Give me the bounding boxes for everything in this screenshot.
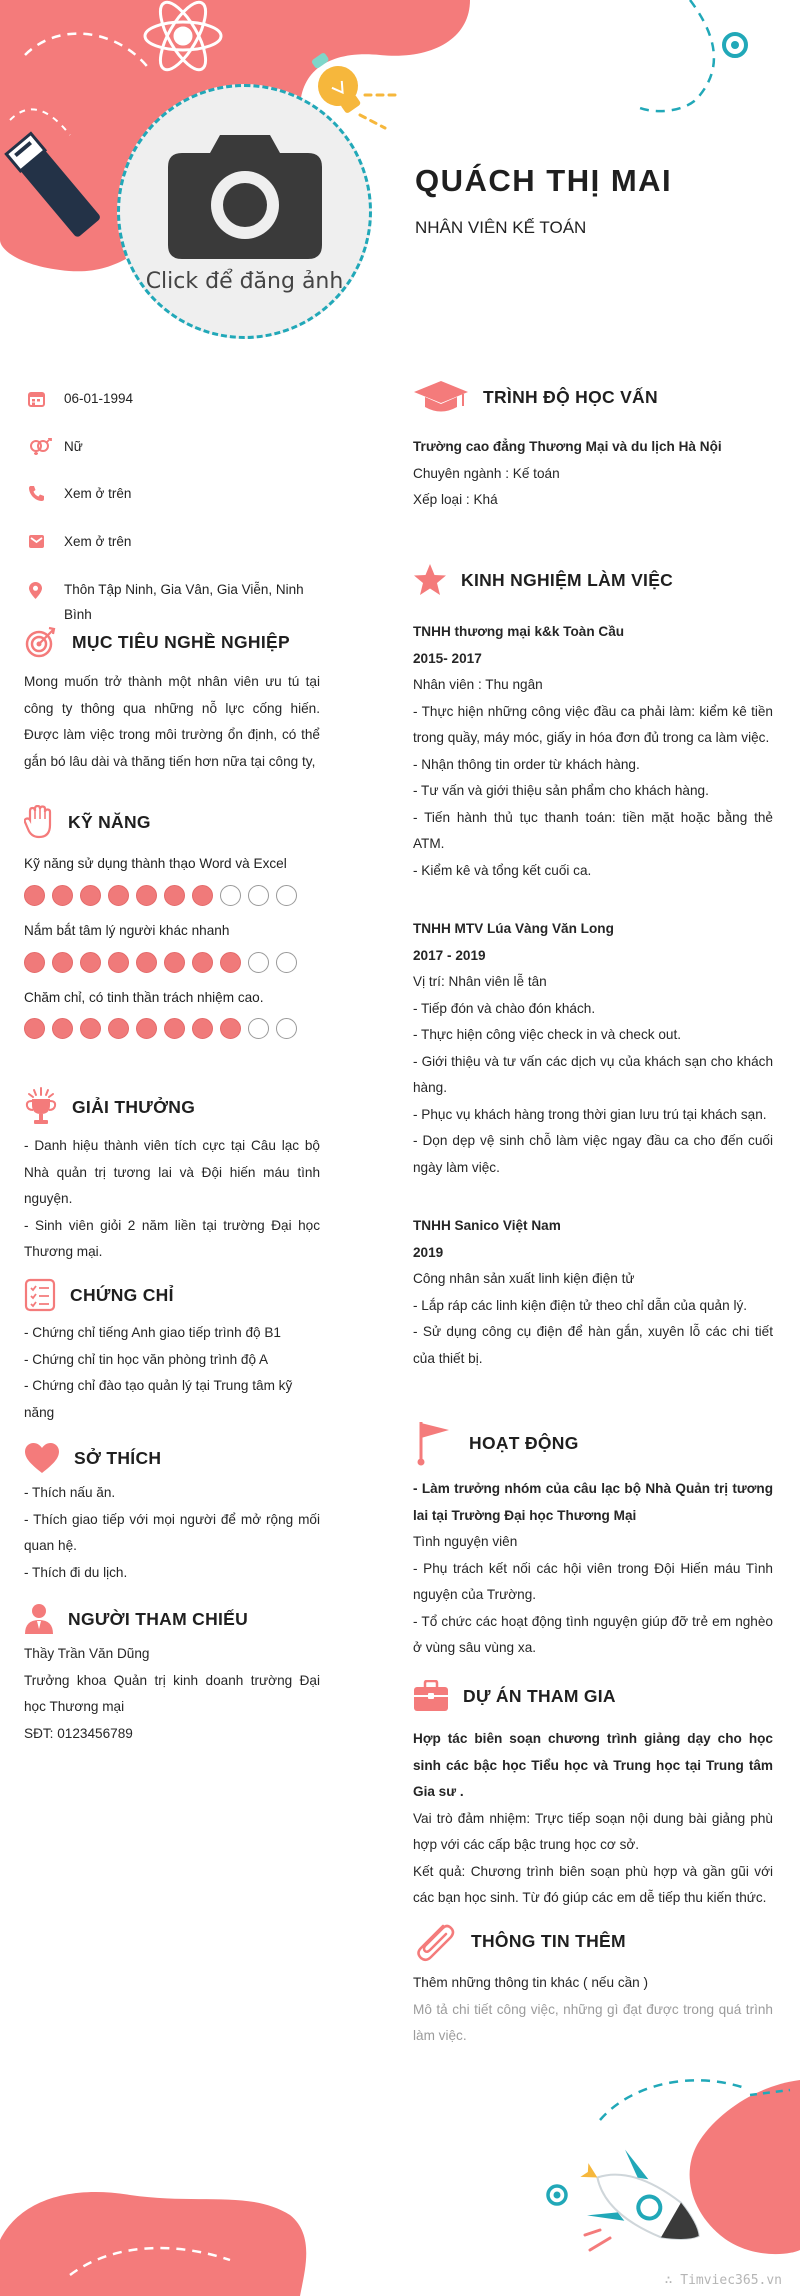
awards-section [24, 1087, 320, 1266]
rating-dot-empty [276, 952, 297, 973]
job-company: TNHH thương mại k&k Toàn Cầu [413, 624, 625, 639]
award-line: - Sinh viên giỏi 2 năm liền tại trường Đại học Thương mại. [24, 1217, 320, 1259]
jobs-list [413, 619, 773, 1372]
education-school: Trường cao đẳng Thương Mại và du lịch Hà Nội [413, 439, 722, 454]
job-line: - Tư vấn và giới thiệu sản phẩm cho khách hàng. [413, 783, 709, 798]
person-icon [24, 1603, 54, 1635]
hobbies-section [24, 1442, 320, 1586]
job-line: - Dọn dẹp vệ sinh chỗ làm việc ngay đầu ca cho đến cuối ngày làm việc. [413, 1133, 773, 1175]
rocket-icon [565, 2137, 717, 2269]
graduation-cap-icon [413, 380, 469, 414]
photo-caption: Click để đăng ảnh [145, 269, 344, 294]
activities-headline: - Làm trưởng nhóm của câu lạc bộ Nhà Quản trị tương lai tại Trường Đại học Thương Mại [413, 1481, 773, 1523]
activity-line: Tình nguyện viên [413, 1534, 518, 1549]
job-period: 2015- 2017 [413, 650, 482, 666]
rating-dot-filled [164, 952, 185, 973]
hobby-line: - Thích nấu ăn. [24, 1485, 116, 1500]
rating-dot-empty [248, 952, 269, 973]
contact-email [28, 529, 328, 559]
watermark-text: Timviec365.vn [680, 2273, 782, 2288]
objective-text: Mong muốn trở thành một nhân viên ưu tú tại công ty thông qua những nỗ lực cống hiến. Được làm việc trong môi trường ổn định, có thể gắn bó lâu dài và thăng tiến hơn nữa tại công ty, [24, 674, 320, 769]
experience-section [413, 563, 773, 1404]
flag-icon [413, 1420, 455, 1466]
job-line: - Phục vụ khách hàng trong thời gian lưu trú tại khách sạn. [413, 1106, 767, 1122]
job-line: Nhân viên : Thu ngân [413, 677, 543, 692]
phone-icon [28, 485, 45, 502]
rating-dot-filled [136, 952, 157, 973]
skills-list [24, 851, 320, 1039]
award-line: - Danh hiệu thành viên tích cực tại Câu lạc bộ Nhà quản trị tương lai và Đội hiến máu tình nguyện. [24, 1138, 320, 1206]
gender-icon [28, 438, 52, 455]
rating-dot-filled [136, 1018, 157, 1039]
hobby-line: - Thích đi du lịch. [24, 1564, 128, 1580]
rating-dot-filled [136, 885, 157, 906]
hobbies-title: SỞ THÍCH [74, 1447, 162, 1468]
skills-section [24, 805, 320, 1051]
projects-headline: Hợp tác biên soạn chương trình giảng dạy cho học sinh các bậc học Tiểu học và Trung học tại Trung tâm Gia sư . [413, 1731, 773, 1799]
location-pin-icon [28, 581, 43, 600]
job-entry [413, 1213, 773, 1372]
rating-dot-filled [220, 952, 241, 973]
projects-section [413, 1680, 773, 1912]
education-grade: Xếp loại : Khá [413, 492, 498, 507]
awards-title: GIẢI THƯỞNG [72, 1096, 196, 1117]
rating-dot-empty [220, 885, 241, 906]
certificate-line: - Chứng chỉ tin học văn phòng trình độ A [24, 1351, 269, 1367]
job-company: TNHH MTV Lúa Vàng Văn Long [413, 921, 614, 936]
hobby-line: - Thích giao tiếp với mọi người để mở rộng mối quan hệ. [24, 1511, 320, 1553]
job-period: 2019 [413, 1244, 444, 1260]
address-value: Thôn Tập Ninh, Gia Vân, Gia Viễn, Ninh Bình [64, 581, 304, 623]
job-line: - Thực hiện công việc check in và check out. [413, 1027, 682, 1042]
job-line: - Thực hiện những công việc đầu ca phải làm: kiểm kê tiền trong quầy, máy móc, giấy in hóa đơn đủ trong ca làm việc. [413, 703, 773, 745]
skill-rating [24, 1018, 320, 1039]
heart-icon [24, 1442, 60, 1474]
extra-title: THÔNG TIN THÊM [471, 1930, 626, 1951]
skill-rating [24, 885, 320, 906]
job-line: - Tiến hành thủ tục thanh toán: tiền mặt hoặc bằng thẻ ATM. [413, 809, 773, 851]
objective-title: MỤC TIÊU NGHỀ NGHIỆP [72, 631, 290, 652]
rating-dot-filled [52, 885, 73, 906]
education-title: TRÌNH ĐỘ HỌC VẤN [483, 386, 658, 407]
job-line: Vị trí: Nhân viên lễ tân [413, 974, 547, 989]
certificates-section [24, 1278, 320, 1426]
skill-label: Kỹ năng sử dụng thành thạo Word và Excel [24, 856, 287, 871]
job-line: - Tiếp đón và chào đón khách. [413, 1000, 596, 1016]
project-line: Kết quả: Chương trình biên soạn phù hợp và gần gũi với các bạn học sinh. Từ đó giúp các em dễ tiếp thu kiến thức. [413, 1863, 773, 1905]
rating-dot-filled [192, 952, 213, 973]
contact-gender [28, 434, 328, 464]
rating-dot-empty [248, 885, 269, 906]
rating-dot-filled [108, 952, 129, 973]
profile-photo-upload[interactable] [117, 84, 372, 339]
activity-line: - Phụ trách kết nối các hội viên trong Đội Hiến máu Tình nguyện của Trường. [413, 1560, 773, 1602]
skills-title: KỸ NĂNG [68, 811, 151, 832]
rating-dot-filled [192, 1018, 213, 1039]
job-entry [413, 619, 773, 884]
projects-title: DỰ ÁN THAM GIA [463, 1685, 616, 1706]
rating-dot-filled [24, 952, 45, 973]
job-line: - Kiểm kê và tổng kết cuối ca. [413, 862, 592, 878]
skill-label: Chăm chỉ, có tinh thần trách nhiệm cao. [24, 989, 264, 1005]
rating-dot-empty [276, 1018, 297, 1039]
extra-section [413, 1920, 773, 2050]
certificate-line: - Chứng chỉ tiếng Anh giao tiếp trình độ B1 [24, 1325, 281, 1340]
email-value: Xem ở trên [64, 533, 132, 549]
birthday-value: 06-01-1994 [64, 391, 134, 406]
project-line: Vai trò đảm nhiệm: Trực tiếp soạn nội dung bài giảng phù hợp với các cấp bậc trung học cơ sở. [413, 1810, 773, 1852]
rating-dot-filled [80, 952, 101, 973]
references-section [24, 1603, 320, 1747]
hand-icon [24, 805, 54, 839]
certificate-line: - Chứng chỉ đào tạo quản lý tại Trung tâm kỹ năng [24, 1378, 293, 1420]
job-line: Công nhân sản xuất linh kiện điện tử [413, 1271, 635, 1286]
watermark: ∴ Timviec365.vn [664, 2273, 782, 2288]
contact-phone [28, 481, 328, 511]
rating-dot-filled [192, 885, 213, 906]
job-company: TNHH Sanico Việt Nam [413, 1218, 561, 1233]
rating-dot-filled [164, 1018, 185, 1039]
reference-name: Thầy Trần Văn Dũng [24, 1646, 150, 1661]
job-title: NHÂN VIÊN KẾ TOÁN [415, 218, 587, 237]
rating-dot-filled [52, 1018, 73, 1039]
rating-dot-filled [80, 1018, 101, 1039]
briefcase-icon [413, 1680, 449, 1712]
candidate-name: QUÁCH THỊ MAI [415, 163, 673, 198]
star-icon [413, 563, 447, 597]
reference-phone: SĐT: 0123456789 [24, 1725, 133, 1741]
phone-value: Xem ở trên [64, 486, 132, 502]
rating-dot-empty [276, 885, 297, 906]
activity-line: - Tổ chức các hoạt động tình nguyện giúp đỡ trẻ em nghèo ở vùng sâu vùng xa. [413, 1613, 773, 1655]
calendar-icon [28, 390, 45, 407]
paperclip-icon [413, 1920, 457, 1962]
activities-section [413, 1420, 773, 1662]
reference-role: Trưởng khoa Quản trị kinh doanh trường Đại học Thương mại [24, 1672, 320, 1714]
extra-hint: Mô tả chi tiết công việc, những gì đạt được trong quá trình làm việc. [413, 2001, 773, 2043]
job-line: - Lắp ráp các linh kiện điện tử theo chỉ dẫn của quản lý. [413, 1297, 748, 1313]
rating-dot-filled [80, 885, 101, 906]
rating-dot-filled [24, 885, 45, 906]
contact-info [28, 386, 328, 646]
job-entry [413, 916, 773, 1181]
job-period: 2017 - 2019 [413, 947, 486, 963]
job-line: - Nhận thông tin order từ khách hàng. [413, 756, 640, 772]
contact-birthday [28, 386, 328, 416]
trophy-icon [24, 1087, 58, 1127]
objective-section [24, 625, 320, 775]
rating-dot-filled [24, 1018, 45, 1039]
rating-dot-filled [52, 952, 73, 973]
rating-dot-filled [108, 885, 129, 906]
gender-value: Nữ [64, 438, 83, 454]
email-icon [28, 533, 45, 550]
contact-address [28, 577, 328, 628]
job-line: - Sử dụng công cụ điện để hàn gắn, xuyên lỗ các chi tiết của thiết bị. [413, 1324, 773, 1366]
target-icon [24, 625, 58, 659]
education-major: Chuyên ngành : Kế toán [413, 465, 560, 481]
job-line: - Giới thiệu và tư vấn các dịch vụ của khách sạn cho khách hàng. [413, 1053, 773, 1095]
rating-dot-empty [248, 1018, 269, 1039]
rating-dot-filled [220, 1018, 241, 1039]
experience-title: KINH NGHIỆM LÀM VIỆC [461, 569, 674, 590]
activities-title: HOẠT ĐỘNG [469, 1432, 579, 1453]
camera-icon [168, 127, 322, 259]
rating-dot-filled [164, 885, 185, 906]
extra-line: Thêm những thông tin khác ( nếu cần ) [413, 1975, 649, 1990]
rating-dot-filled [108, 1018, 129, 1039]
checklist-icon [24, 1278, 56, 1312]
skill-label: Nắm bắt tâm lý người khác nhanh [24, 922, 230, 938]
education-section [413, 380, 773, 514]
certificates-title: CHỨNG CHỈ [70, 1284, 174, 1305]
references-title: NGƯỜI THAM CHIẾU [68, 1608, 249, 1629]
skill-rating [24, 952, 320, 973]
